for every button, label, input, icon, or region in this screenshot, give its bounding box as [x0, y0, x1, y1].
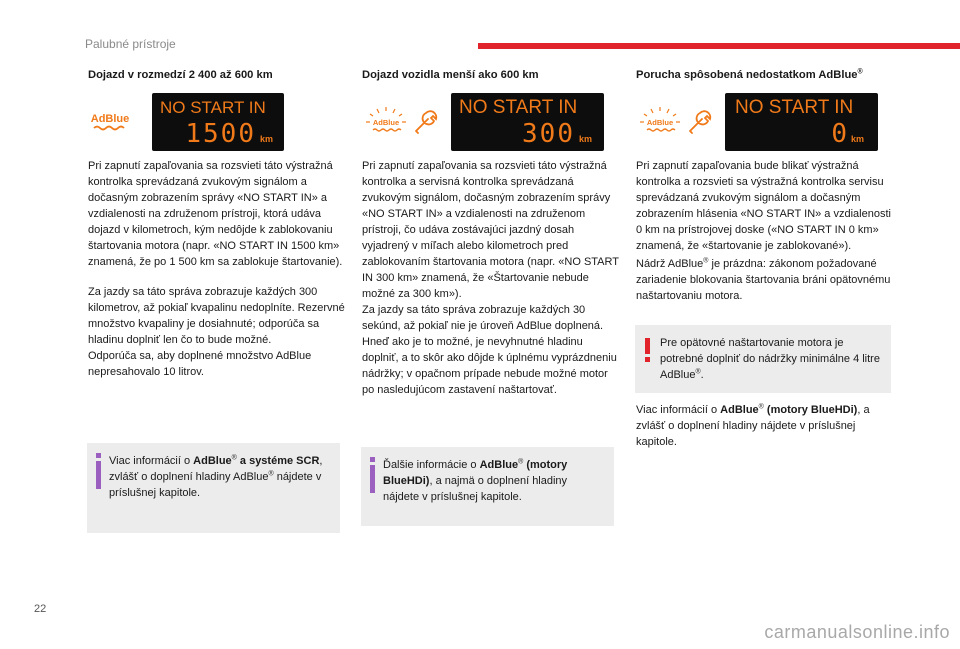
body-text	[362, 158, 620, 398]
info-icon	[370, 457, 376, 493]
indicator-row	[636, 93, 894, 153]
info-box	[361, 447, 614, 526]
column-title: Dojazd vozidla menší ako 600 km	[362, 69, 539, 81]
lcd-unit: km	[579, 134, 593, 144]
lcd-value: 300	[522, 119, 575, 149]
column-range-2400-600	[88, 68, 346, 499]
paragraph: Nádrž AdBlue® je prázdna: zákonom požadované zariadenie blokovania štartovania bráni opätovnému naštartovaniu motora.	[636, 257, 891, 302]
header-accent-bar	[478, 43, 960, 49]
lcd-title: NO START IN	[735, 97, 854, 118]
paragraph: Pri zapnutí zapaľovania bude blikať výstražná kontrolka a rozsvieti sa výstražná kontrolka servisu sprevádzaná zvukovým signálom a dočasným zobrazením hlásenia «NO START IN» a vzdialenosti 0 km na prístrojovej doske («NO START IN 0 km» znamená, že «štartovanie je zablokované»).	[636, 160, 891, 252]
body-text	[88, 158, 346, 380]
lcd-value: 1500	[185, 119, 256, 149]
paragraph: Viac informácií o AdBlue® (motory BlueHDi), a zvlášť o doplnení hladiny nájdete v príslušnej kapitole.	[636, 403, 870, 448]
page-number: 22	[34, 603, 47, 615]
column-range-below-600	[362, 68, 620, 503]
lcd-title: NO START IN	[160, 98, 266, 117]
warning-box	[635, 325, 891, 393]
column-adblue-empty	[636, 68, 894, 448]
lcd-display	[451, 93, 604, 151]
lcd-unit: km	[851, 134, 865, 144]
lcd-display	[152, 93, 284, 151]
adblue-service-icon	[638, 105, 716, 139]
paragraph: Za jazdy sa táto správa zobrazuje každých 300 kilometrov, až pokiaľ kvapalinu nedoplníte. Rezervné množstvo kvapaliny je dosiahnuté; odporúča sa hladinu doplniť len čo to bude možné.	[88, 286, 345, 346]
indicator-row	[88, 93, 346, 153]
warning-text: Pre opätovné naštartovanie motora je potrebné doplniť do nádržky minimálne 4 litre AdBlue®.	[660, 337, 880, 381]
adblue-service-icon	[364, 105, 442, 139]
lcd-display	[725, 93, 878, 151]
paragraph: Pri zapnutí zapaľovania sa rozsvieti táto výstražná kontrolka sprevádzaná zvukovým signálom a dočasným zobrazením správy «NO START IN» a vzdialenosti na združenom prístroji, ktorá udáva dojazd v kilometroch, kým nedôjde k zablokovaniu štartovania motora (napr. «NO START IN 1500 km» znamená, že po 1 500 km sa zablokuje štartovanie).	[88, 160, 343, 268]
info-box	[87, 443, 340, 533]
column-title: Porucha spôsobená nedostatkom AdBlue®	[636, 68, 863, 81]
paragraph: Pri zapnutí zapaľovania sa rozsvieti táto výstražná kontrolka a servisná kontrolka sprevádzaná zvukovým signálom, dočasným zobrazením správy «NO START IN» a vzdialenosti na združenom prístroji, čo udáva zostávajúci jazdný dosah vyjadrený v míľach alebo kilometroch pred zablokovaním štartovania motora (napr. «NO START IN 300 km» znamená, že «Štartovanie nebude možné za 300 km»).	[362, 160, 619, 300]
info-text: Ďalšie informácie o AdBlue® (motory BlueHDi), a najmä o doplnení hladiny nájdete v príslušnej kapitole.	[383, 458, 568, 503]
svg-text:AdBlue: AdBlue	[646, 118, 674, 127]
watermark: carmanualsonline.info	[764, 622, 950, 642]
warning-icon	[645, 338, 651, 362]
section-title: Palubné prístroje	[85, 37, 176, 51]
lcd-unit: km	[260, 134, 274, 144]
info-icon	[96, 453, 102, 489]
svg-text:AdBlue: AdBlue	[90, 113, 130, 125]
paragraph: Za jazdy sa táto správa zobrazuje každých 30 sekúnd, až pokiaľ nie je úroveň AdBlue doplnená.	[362, 304, 604, 332]
lcd-value: 0	[831, 119, 847, 149]
info-text: Viac informácií o AdBlue® a systéme SCR, zvlášť o doplnení hladiny AdBlue® nájdete v príslušnej kapitole.	[109, 454, 323, 499]
indicator-row	[362, 93, 620, 153]
paragraph: Hneď ako je to možné, je nevyhnutné hladinu doplniť, a to skôr ako dôjde k úplnému vyprázdneniu nádržky; v opačnom prípade nebude možné motor po nasledujúcom zastavení naštartovať.	[362, 336, 617, 396]
lcd-title: NO START IN	[459, 97, 578, 118]
svg-text:AdBlue: AdBlue	[372, 118, 400, 127]
column-title: Dojazd v rozmedzí 2 400 až 600 km	[88, 69, 273, 81]
body-text	[636, 158, 894, 304]
paragraph: Odporúča sa, aby doplnené množstvo AdBlue nepresahovalo 10 litrov.	[88, 350, 312, 378]
adblue-icon	[88, 109, 132, 135]
